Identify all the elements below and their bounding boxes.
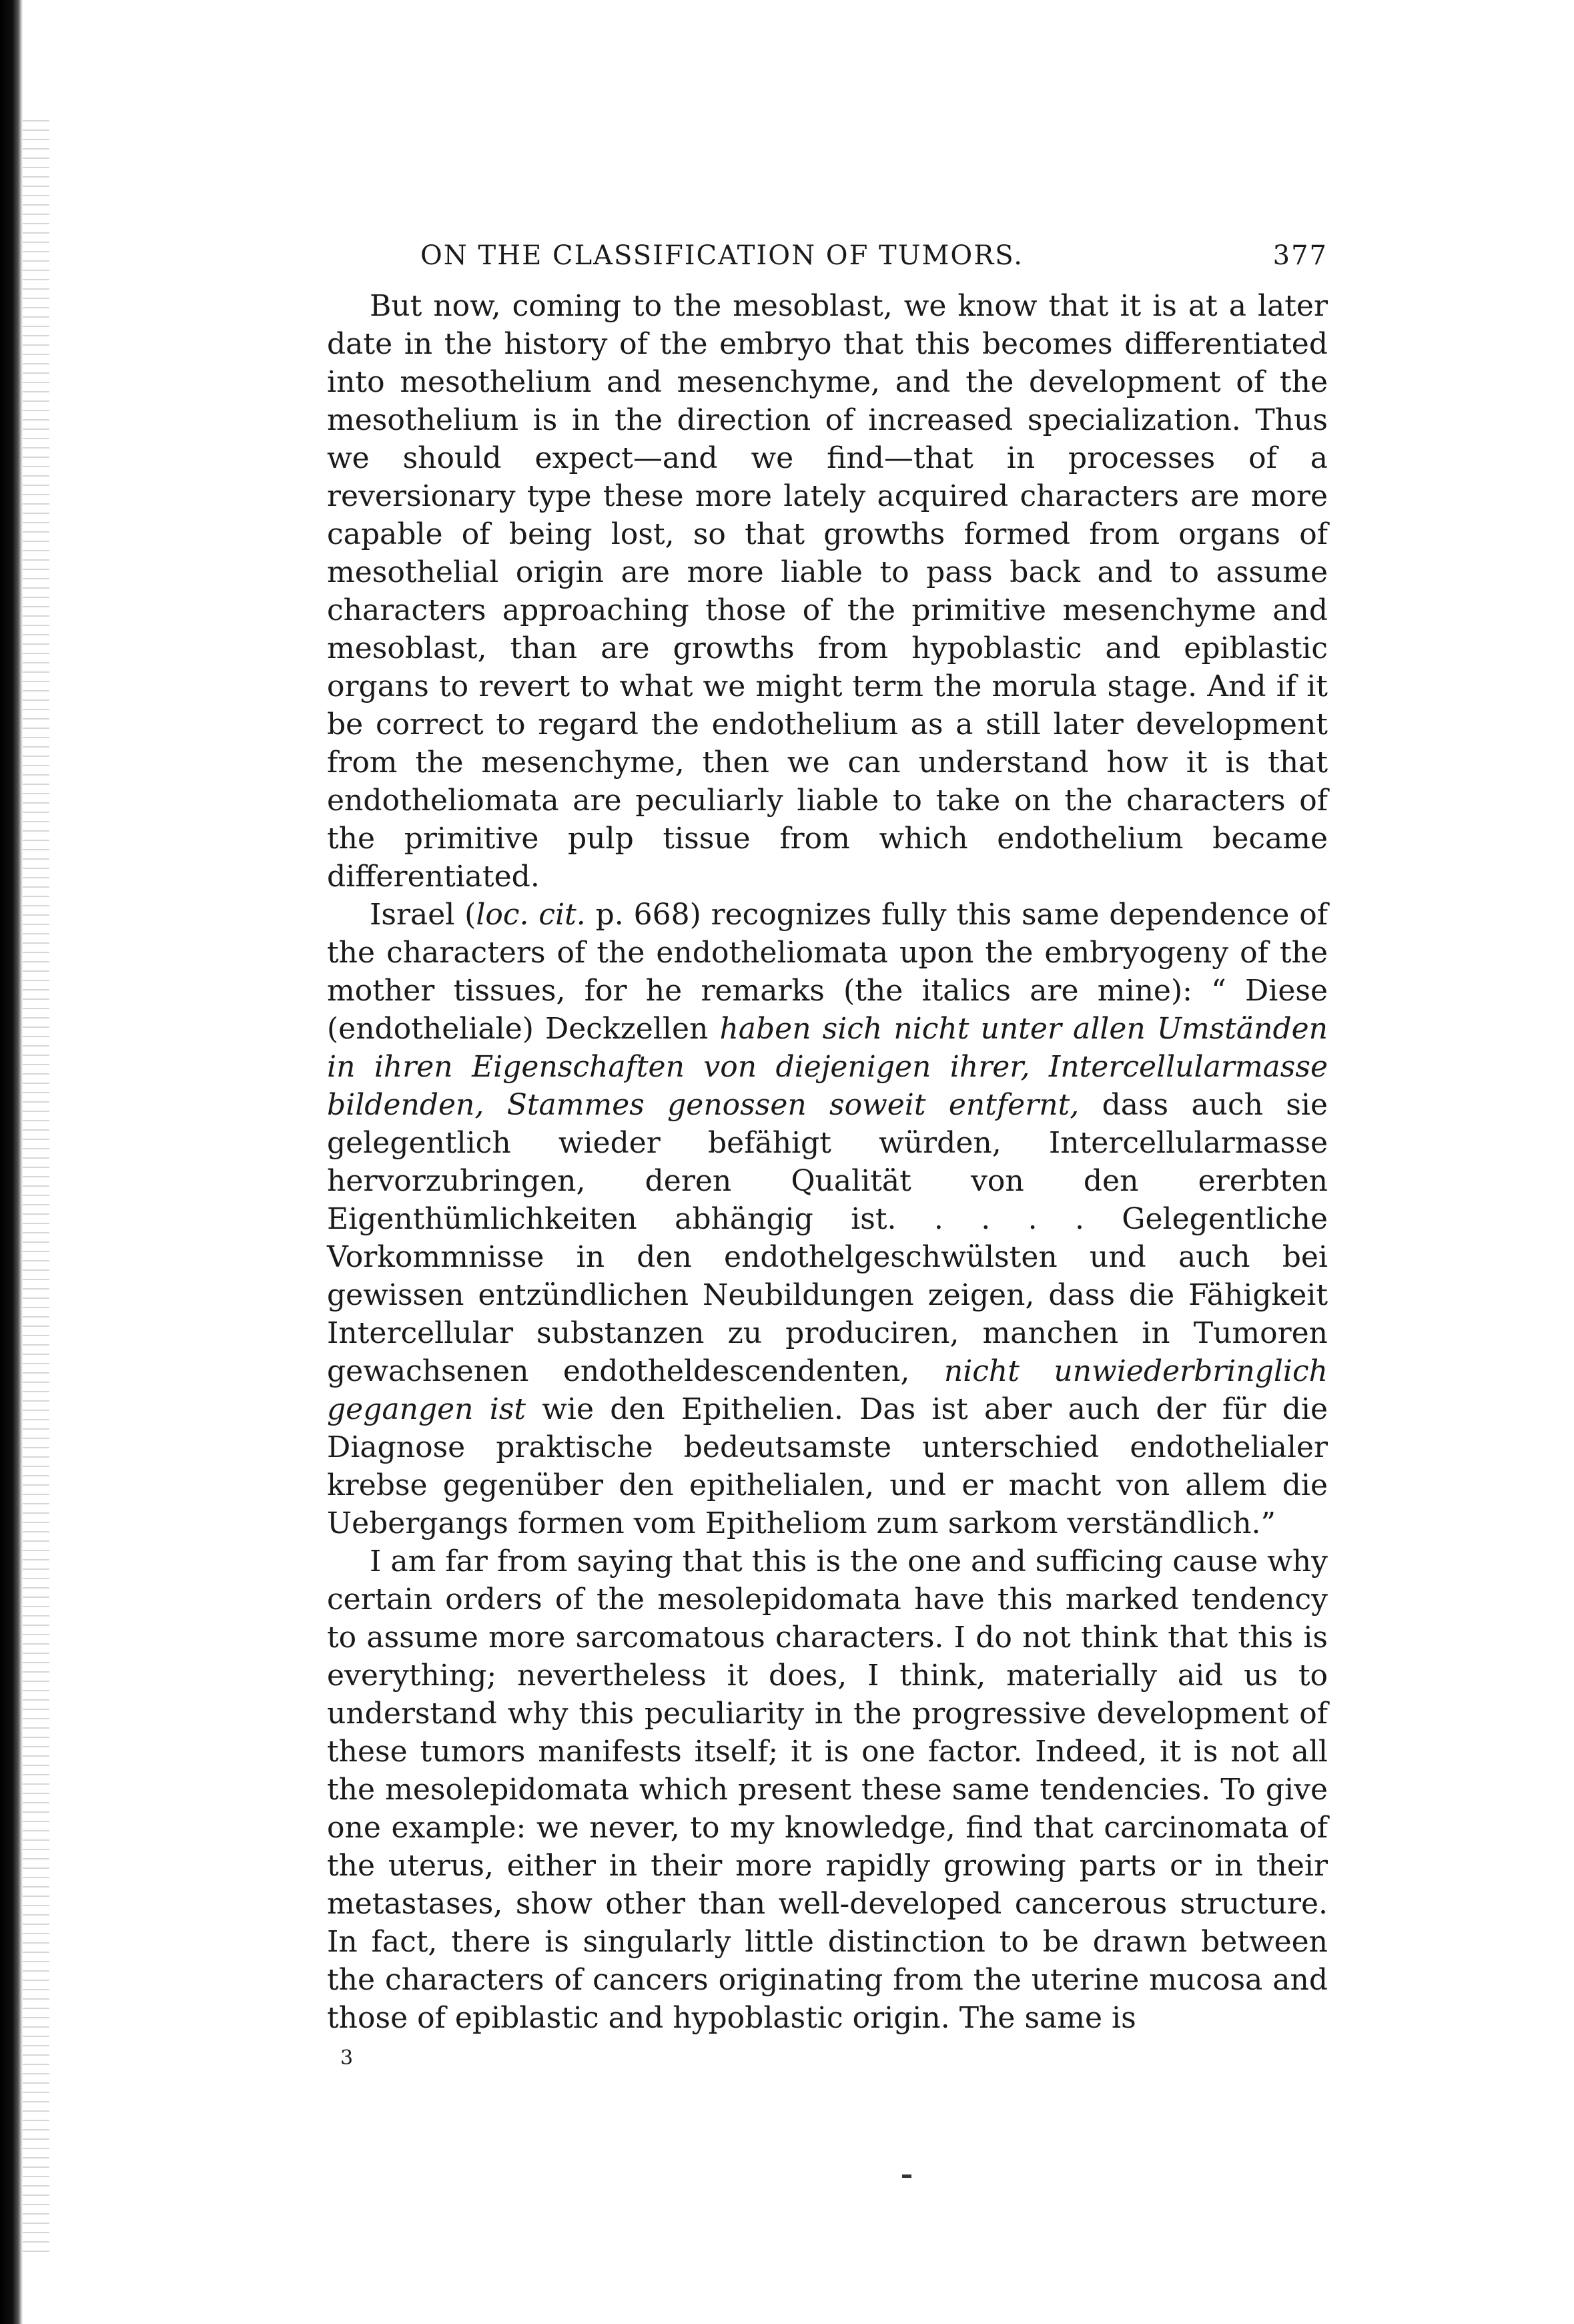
loc-cit-italic: loc. cit. (476, 898, 586, 932)
ink-speck (902, 2174, 911, 2178)
binding-shadow (23, 120, 49, 2256)
quote-italic-phrase: nicht unwiederbringlich gegangen ist (327, 1354, 1328, 1426)
quote-italic-passage: haben sich nicht unter allen Umständen in ihren Eigenschaften von diejenigen ihrer, Intercellularmasse bildenden, Stammes genossen soweit entfernt, (327, 1012, 1328, 1122)
quote-lead-text: p. 668) recognizes fully this same dependence of the characters of the endotheliomata upon the embryogeny of the mother tissues, for he remarks (the italics are mine): “ Diese (endotheliale) Deckzellen (327, 898, 1328, 1046)
paragraph-israel-quote (327, 896, 1328, 1542)
book-page (327, 240, 1328, 2070)
book-binding-edge (0, 0, 23, 2324)
quote-intro-text: Israel ( (370, 898, 476, 932)
running-head-title: ON THE CLASSIFICATION OF TUMORS. (420, 240, 1024, 271)
quote-middle-text: dass auch sie gelegentlich wieder befähigt würden, Intercellularmasse hervorzubringen, deren Qualität von den ererbten Eigenthümlichkeiten abhängig ist. . . . . Gelegentliche Vorkommnisse in den endothelgeschwülsten und auch bei gewissen entzündlichen Neubildungen zeigen, dass die Fähigkeit Intercellular substanzen zu produciren, manchen in Tumoren gewachsenen endotheldescendenten, (327, 1088, 1328, 1388)
running-head (327, 240, 1328, 287)
body-text (327, 287, 1328, 2037)
page-number: 377 (1272, 240, 1328, 271)
quote-closing-text: wie den Epithelien. Das ist aber auch der für die Diagnose praktische bedeutsamste unterschied endothelialer krebse gegenüber den epithelialen, und er macht von allem die Uebergangs formen vom Epitheliom zum sarkom verständlich.” (327, 1392, 1328, 1540)
paragraph-sufficing-cause: I am far from saying that this is the one and sufficing cause why certain orders of the mesolepidomata have this marked tendency to assume more sarcomatous characters. I do not think that this is everything; nevertheless it does, I think, materially aid us to understand why this peculiarity in the progressive development of these tumors manifests itself; it is one factor. Indeed, it is not all the mesolepidomata which present these same tendencies. To give one example: we never, to my knowledge, find that carcinomata of the uterus, either in their more rapidly growing parts or in their metastases, show other than well-developed cancerous structure. In fact, there is singularly little distinction to be drawn between the characters of cancers originating from the uterine mucosa and those of epiblastic and hypoblastic origin. The same is (327, 1544, 1328, 2035)
paragraph-mesoblast: But now, coming to the mesoblast, we know that it is at a later date in the history of the embryo that this becomes differentiated into mesothelium and mesenchyme, and the development of the mesothelium is in the direction of increased specialization. Thus we should expect—and we find—that in processes of a reversionary type these more lately acquired characters are more capable of being lost, so that growths formed from organs of mesothelial origin are more liable to pass back and to assume characters approaching those of the primitive mesenchyme and mesoblast, than are growths from hypoblastic and epiblastic organs to revert to what we might term the morula stage. And if it be correct to regard the endothelium as a still later development from the mesenchyme, then we can understand how it is that endotheliomata are peculiarly liable to take on the characters of the primitive pulp tissue from which endothelium became differentiated. (327, 289, 1328, 894)
printer-signature-mark: 3 (340, 2046, 354, 2070)
